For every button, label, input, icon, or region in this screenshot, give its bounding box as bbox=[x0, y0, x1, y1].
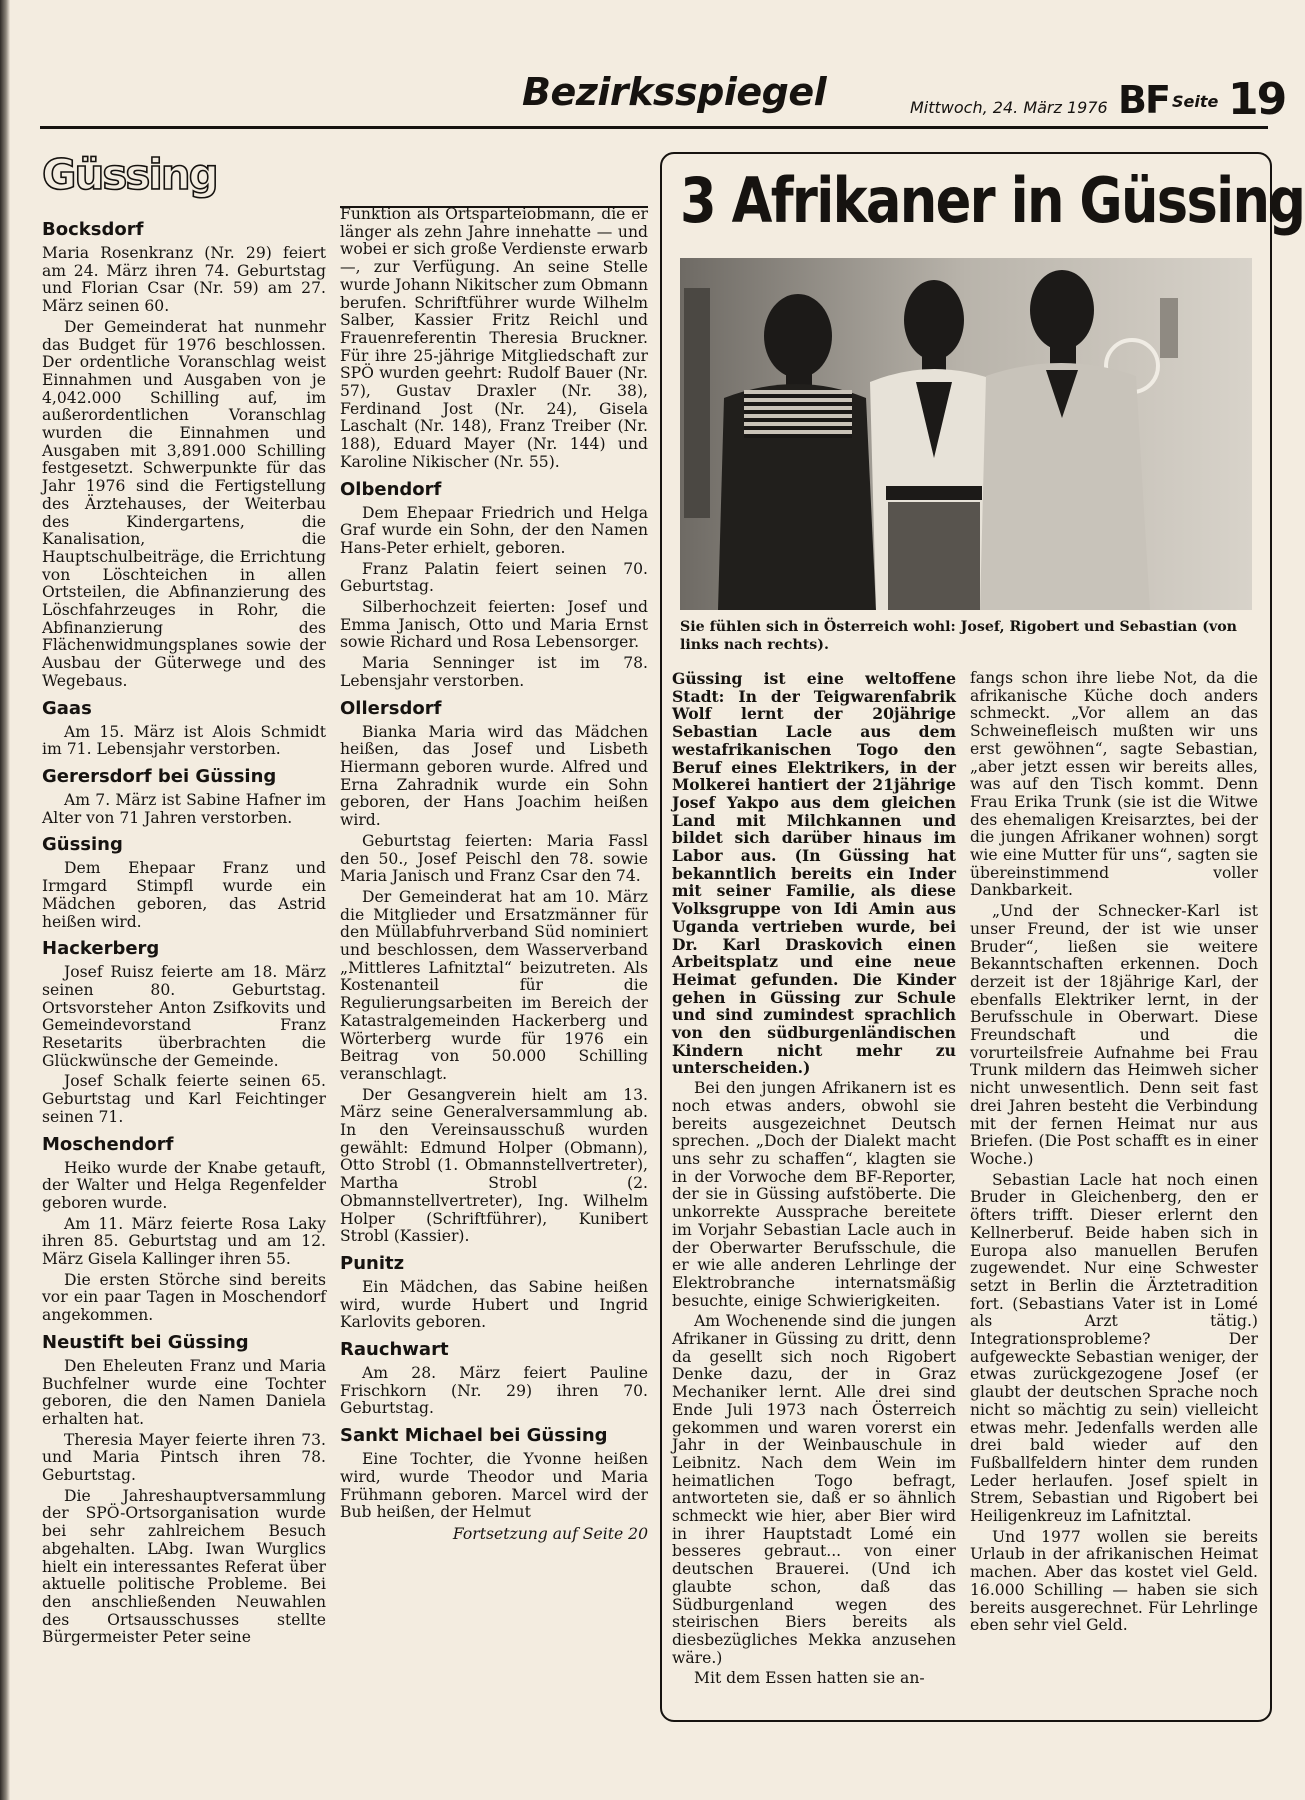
paragraph: Franz Palatin feiert seinen 70. Geburtstag. bbox=[340, 559, 648, 596]
paragraph: Josef Schalk feierte seinen 65. Geburtstag und Karl Feichtinger seinen 71. bbox=[42, 1072, 326, 1126]
place-heading: Gaas bbox=[42, 697, 92, 719]
place-heading: Moschendorf bbox=[42, 1133, 174, 1155]
paragraph: Am 28. März feiert Pauline Frischkorn (Nr. 29) ihren 70. Geburtstag. bbox=[340, 1364, 648, 1418]
paragraph: Am 15. März ist Alois Schmidt im 71. Lebensjahr verstorben. bbox=[42, 722, 326, 759]
town-header bbox=[42, 150, 232, 202]
page-number: 19 bbox=[1228, 74, 1286, 125]
news-column-1 bbox=[42, 212, 326, 1650]
section-title: Bezirksspiegel bbox=[522, 70, 827, 114]
paragraph: Geburtstag feierten: Maria Fassl den 50., Josef Peischl den 78. sowie Maria Janisch und Franz Csar den 74. bbox=[340, 831, 648, 886]
paragraph: Am 7. März ist Sabine Hafner im Alter von 71 Jahren verstorben. bbox=[42, 790, 326, 827]
paragraph: Den Eheleuten Franz und Maria Buchfelner wurde eine Tochter geboren, die den Namen Daniela erhalten hat. bbox=[42, 1356, 326, 1428]
place-heading: Sankt Michael bei Güssing bbox=[340, 1425, 608, 1447]
town-header-text: Güssing bbox=[42, 150, 217, 199]
paragraph: Sebastian Lacle hat noch einen Bruder in Gleichenberg, den er öfters trifft. Dieser erlernt den Kellnerberuf. Beide haben sich in Europa also manuellen Berufen zugewendet. Nur eine Schwester setzt in Berlin die Ärztetradition fort. (Sebastians Vater ist in Lomé als Arzt tätig.) Integrationsprobleme? Der aufgeweckte Sebastian weniger, der etwas zurückgezogene Josef (er glaubt der deutschen Sprache noch nicht so mächtig zu sein) vielleicht etwas mehr. Jedenfalls werden alle drei bald wieder auf den Fußballfeldern hinter dem runden Leder herlaufen. Josef spielt in Strem, Sebastian und Rigobert bei Heiligenkreuz im Lafnitztal. bbox=[970, 1170, 1258, 1526]
paragraph: fangs schon ihre liebe Not, da die afrikanische Küche doch anders schmeckt. „Vor allem an das Schweinefleisch mußten wir uns erst gewöhnen“, sagte Sebastian, „aber jetzt essen wir bereits alles, was auf den Tisch kommt. Denn Frau Erika Trunk (sie ist die Witwe des ehemaligen Kreisarztes, bei der die jungen Afrikaner wohnen) sorgt wie eine Mutter für uns“, sagten sie übereinstimmend voller Dankbarkeit. bbox=[970, 669, 1258, 900]
place-heading: Gerersdorf bei Güssing bbox=[42, 765, 277, 787]
paragraph: Dem Ehepaar Friedrich und Helga Graf wurde ein Sohn, der den Namen Hans-Peter erhielt, geboren. bbox=[340, 503, 648, 557]
paragraph: Maria Senninger ist im 78. Lebensjahr verstorben. bbox=[340, 654, 648, 690]
page-label: Seite bbox=[1172, 92, 1219, 111]
feature-column-1 bbox=[672, 670, 956, 1691]
masthead bbox=[40, 60, 1286, 126]
masthead-rule bbox=[40, 126, 1268, 129]
paragraph: Die ersten Störche sind bereits vor ein paar Tagen in Moschendorf angekommen. bbox=[42, 1270, 326, 1325]
paragraph: Funktion als Ortsparteiobmann, die er länger als zehn Jahre innehatte — und wobei er sich große Verdienste erwarb —, zur Verfügung. An seine Stelle wurde Johann Nikitscher zum Obmann berufen. Schriftführer wurde Wilhelm Salber, Kassier Fritz Reichl und Frauenreferentin Theresia Bruckner. Für ihre 25-jährige Mitgliedschaft zur SPÖ wurden geehrt: Rudolf Bauer (Nr. 57), Gustav Draxler (Nr. 38), Ferdinand Jost (Nr. 24), Gisela Laschalt (Nr. 148), Franz Treiber (Nr. 188), Eduard Mayer (Nr. 144) und Karoline Nikischer (Nr. 55). bbox=[340, 205, 648, 471]
place-heading: Bocksdorf bbox=[42, 219, 144, 240]
place-heading: Punitz bbox=[340, 1252, 405, 1274]
newspaper-logo: BF bbox=[1118, 78, 1169, 122]
paragraph: Bianka Maria wird das Mädchen heißen, das Josef und Lisbeth Hiermann geboren wurde. Alfred und Erna Zahradnik wurde ein Sohn geboren, der Hans Joachim heißen wird. bbox=[340, 722, 648, 830]
feature-photo bbox=[680, 258, 1252, 610]
paragraph: Maria Rosenkranz (Nr. 29) feiert am 24. März ihren 74. Geburtstag und Florian Csar (Nr. 59) am 27. März seinen 60. bbox=[42, 244, 326, 316]
paragraph: Am 11. März feierte Rosa Laky ihren 85. Geburtstag und am 12. März Gisela Kallinger ihren 55. bbox=[42, 1214, 326, 1269]
paragraph: Bei den jungen Afrikanern ist es noch etwas anders, obwohl sie bereits ausgezeichnet Deutsch sprechen. „Doch der Dialekt macht uns sehr zu schaffen“, klagten sie in der Vorwoche dem BF-Reporter, der sie in Güssing aufstöberte. Die unkorrekte Aussprache bereitete im Vorjahr Sebastian Lacle auch in der Oberwarter Berufsschule, die er wie alle anderen Lehrlinge der Elektrobranche internatsmäßig besuchte, einige Schwierigkeiten. bbox=[672, 1079, 956, 1310]
paragraph: Josef Ruisz feierte am 18. März seinen 80. Geburtstag. Ortsvorsteher Anton Zsifkovits und Gemeindevorstand Franz Resetarits überbrachten die Glückwünsche der Gemeinde. bbox=[42, 963, 326, 1070]
page-binding-edge bbox=[0, 0, 10, 1800]
paragraph: Die Jahreshauptversammlung der SPÖ-Ortsorganisation wurde bei sehr zahlreichem Besuch abgehalten. LAbg. Iwan Wurglics hielt ein interessantes Referat über aktuelle politische Probleme. Bei den anschließenden Neuwahlen des Ortsausschusses stellte Bürgermeister Peter seine bbox=[42, 1486, 326, 1647]
paragraph: Dem Ehepaar Franz und Irmgard Stimpfl wurde ein Mädchen geboren, das Astrid heißen wird. bbox=[42, 859, 326, 931]
paragraph: Heiko wurde der Knabe getauft, der Walter und Helga Regenfelder geboren wurde. bbox=[42, 1158, 326, 1212]
place-heading: Olbendorf bbox=[340, 478, 442, 500]
paragraph: „Und der Schnecker-Karl ist unser Freund, der ist wie unser Bruder“, ließen sie weitere Bekanntschaften erkennen. Doch derzeit ist der 18jährige Karl, der ebenfalls Elektriker lernt, in der Berufsschule in Oberwart. Diese Freundschaft und die vorurteilsfreie Aufnahme bei Frau Trunk mildern das Heimweh sicher nicht unwesentlich. Denn seit fast drei Jahren besteht die Verbindung mit der fernen Heimat nur aus Briefen. (Die Post schafft es in einer Woche.) bbox=[970, 902, 1258, 1168]
paragraph: Der Gesangverein hielt am 13. März seine Generalversammlung ab. In den Vereinsausschuß wurden gewählt: Edmund Holper (Obmann), Otto Strobl (1. Obmannstellvertreter), Martha Strobl (2. Obmannstellvertreter), Ing. Wilhelm Holper (Schriftführer), Kunibert Strobl (Kassier). bbox=[340, 1085, 648, 1246]
continuation-note: Fortsetzung auf Seite 20 bbox=[452, 1525, 648, 1543]
paragraph: Silberhochzeit feierten: Josef und Emma Janisch, Otto und Maria Ernst sowie Richard und Rosa Lebensorger. bbox=[340, 598, 648, 652]
paragraph: Ein Mädchen, das Sabine heißen wird, wurde Hubert und Ingrid Karlovits geboren. bbox=[340, 1277, 648, 1332]
paragraph: Theresia Mayer feierte ihren 73. und Maria Pintsch ihren 78. Geburtstag. bbox=[42, 1430, 326, 1485]
issue-date: Mittwoch, 24. März 1976 bbox=[910, 98, 1108, 117]
place-heading: Hackerberg bbox=[42, 938, 160, 960]
paragraph: Güssing ist eine weltoffene Stadt: In der Teigwarenfabrik Wolf lernt der 20jährige Sebastian Lacle aus dem westafrikanischen Togo den Beruf eines Elektrikers, in der Molkerei hantiert der 21jährige Josef Yakpo aus dem gleichen Land mit Milchkannen und bildet sich darüber hinaus im Labor aus. (In Güssing hat bekanntlich bereits ein Inder mit seiner Familie, als diese Volksgruppe von Idi Amin aus Uganda vertrieben wurde, bei Dr. Karl Draskovich einen Arbeitsplatz und eine neue Heimat gefunden. Die Kinder gehen in Güssing zur Schule und sind zumindest sprachlich von den südburgenländischen Kindern nicht mehr zu unterscheiden.) bbox=[672, 669, 956, 1078]
paragraph: Der Gemeinderat hat am 10. März die Mitglieder und Ersatzmänner für den Müllabfuhrverband Süd nominiert und beschlossen, dem Wasserverband „Mittleres Lafnitztal“ beizutreten. Als Kostenanteil für die Regulierungsarbeiten im Bereich der Katastralgemeinden Hackerberg und Wörterberg wurde für 1976 ein Beitrag von 50.000 Schilling veranschlagt. bbox=[340, 887, 648, 1083]
paragraph: Der Gemeinderat hat nunmehr das Budget für 1976 beschlossen. Der ordentliche Voranschlag weist Einnahmen und Ausgaben von je 4,042.000 Schilling auf, im außerordentlichen Voranschlag wurden die Einnahmen und Ausgaben mit 3,891.000 Schilling festgesetzt. Schwerpunkte für das Jahr 1976 sind die Fertigstellung des Ärztehauses, der Weiterbau des Kindergartens, die Kanalisation, die Hauptschulbeiträge, die Errichtung von Löschteichen in allen Ortsteilen, die Abfinanzierung des Löschfahrzeuges in Rohr, die Abfinanzierung des Flächenwidmungsplanes sowie der Ausbau der Güterwege und des Wegebaus. bbox=[42, 317, 326, 690]
feature-headline: 3 Afrikaner in Güssing bbox=[680, 164, 1305, 237]
paragraph: Eine Tochter, die Yvonne heißen wird, wurde Theodor und Maria Frühmann geboren. Marcel wird der Bub heißen, der Helmut bbox=[340, 1450, 648, 1522]
photo-caption: Sie fühlen sich in Österreich wohl: Josef, Rigobert und Sebastian (von links nach rechts). bbox=[680, 619, 1237, 653]
place-heading: Ollersdorf bbox=[340, 697, 442, 719]
place-heading: Neustift bei Güssing bbox=[42, 1331, 249, 1353]
news-column-2 bbox=[340, 206, 648, 1544]
place-heading: Rauchwart bbox=[340, 1339, 449, 1361]
place-heading: Güssing bbox=[42, 834, 123, 856]
paragraph: Am Wochenende sind die jungen Afrikaner in Güssing zu dritt, denn da gesellt sich noch Rigobert Denke dazu, der in Graz Mechaniker lernt. Alle drei sind Ende Juli 1973 nach Österreich gekommen und waren vorerst ein Jahr in der Weinbauschule in Leibnitz. Nach dem Wein im heimatlichen Togo befragt, antworteten sie, daß er so ähnlich schmeckt wie hier, aber Bier wird in ihrer Hauptstadt Lomé ein besseres gebraut... von einer deutschen Brauerei. (Und ich glaubte schon, daß das Südburgenland wegen des steirischen Biers bereits als diesbezügliches Mekka anzusehen wäre.) bbox=[672, 1312, 956, 1667]
paragraph: Und 1977 wollen sie bereits Urlaub in der afrikanischen Heimat machen. Aber das kostet viel Geld. 16.000 Schilling — haben sie sich bereits ausgerechnet. Für Lehrlinge eben sehr viel Geld. bbox=[970, 1527, 1258, 1635]
paragraph: Mit dem Essen hatten sie an- bbox=[694, 1669, 925, 1688]
feature-column-2 bbox=[970, 670, 1258, 1638]
